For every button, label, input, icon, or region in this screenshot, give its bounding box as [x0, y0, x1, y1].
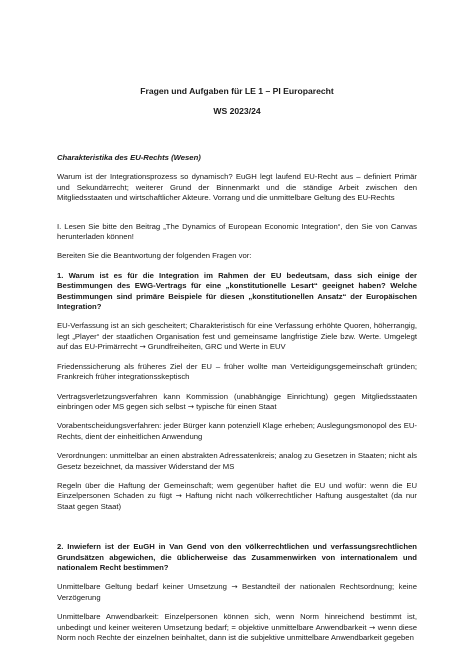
arrow-right-icon: →: [139, 342, 146, 352]
answer-2-paragraph: Unmittelbare Anwendbarkeit: Einzelpersonen können sich, wenn Norm hinreichend bestimmt ist, unbedingt und keiner weiteren Umsetzung bedarf; = objektive unmittelbare Anwendbarkeit → wenn diese Norm noch Rechte der einzelnen beinhaltet, dann ist die subjektive unmittelbare Anwendbarkeit gegeben: [57, 612, 417, 642]
document-title: Fragen und Aufgaben für LE 1 – PI Europarecht: [140, 86, 334, 96]
semester-label: WS 2023/24: [213, 106, 261, 116]
intro-answer: Warum ist der Integrationsprozess so dynamisch? EuGH legt laufend EU-Recht aus – definiert Primär und Sekundärrecht; weiterer Grund der Binnenmarkt und die ständige Arbeit zwischen den Mitgliedsstaaten und wirtschaftlicher Akteure. Vorrang und die unmittelbare Geltung des EU-Rechts: [57, 172, 417, 203]
arrow-right-icon: →: [369, 622, 376, 632]
section-heading: Charakteristika des EU-Rechts (Wesen): [57, 153, 201, 162]
answer-1-paragraph: EU-Verfassung ist an sich gescheitert; Charakteristisch für eine Verfassung erhöhte Quoren, höherrangig, legt „Player“ der staatlichen Organisation fest und gemeinsame langfristige Ziele bzw. Werte. Umgelegt auf das EU-Primärrecht → Grundfreiheiten, GRC und Werte in EUV: [57, 321, 417, 352]
task-read-article: I. Lesen Sie bitte den Beitrag „The Dynamics of European Economic Integration“, den Sie von Canvas herunterladen können!: [57, 221, 417, 242]
answer-2-paragraph: Unmittelbare Geltung bedarf keiner Umsetzung → Bestandteil der nationalen Rechtsordnung; keine Verzögerung: [57, 582, 417, 602]
answer-1-paragraph: Regeln über die Haftung der Gemeinschaft; wem gegenüber haftet die EU und wofür: wenn die EU Einzelpersonen Schaden zu fügt → Haftung nicht nach völkerrechtlicher Haftung ausgestaltet (da nur Staat gegen Staat): [57, 480, 417, 511]
task-prepare-answers: Bereiten Sie die Beantwortung der folgenden Fragen vor:: [57, 251, 252, 261]
arrow-right-icon: →: [187, 401, 194, 411]
arrow-right-icon: →: [231, 582, 238, 592]
arrow-right-icon: →: [175, 491, 182, 501]
question-1: 1. Warum ist es für die Integration im Rahmen der EU bedeutsam, dass sich einige der Bestimmungen des EWG-Vertrags für eine „konstitutionelle Lesart“ geeignet haben? Welche Bestimmungen sind primäre Beispiele für diesen „konstitutionellen Ansatz“ der Europäischen Integration?: [57, 270, 417, 312]
answer-1-paragraph: Vertragsverletzungsverfahren kann Kommission (unabhängige Einrichtung) gegen Mitgliedsstaaten einbringen oder MS gegen sich selbst → typische für einen Staat: [57, 391, 417, 411]
question-2: 2. Inwiefern ist der EuGH in Van Gend von den völkerrechtlichen und verfassungsrechtlichen Grundsätzen abgewichen, die üblicherweise das Zusammenwirken von internationalem und nationalem Recht bestimmen?: [57, 542, 417, 572]
answer-1-paragraph: Verordnungen: unmittelbar an einen abstrakten Adressatenkreis; analog zu Gesetzen in Staaten; nicht als Gesetz bezeichnet, da massiver Widerstand der MS: [57, 451, 417, 471]
answer-1-paragraph: Friedenssicherung als früheres Ziel der EU – früher wollte man Verteidigungsgemeinschaft gründen; Frankreich früher integrationsskeptisch: [57, 361, 417, 382]
answer-1-paragraph: Vorabentscheidungsverfahren: jeder Bürger kann potenziell Klage erheben; Auslegungsmonopol des EU-Rechts, dient der einheitlichen Anwendung: [57, 421, 417, 441]
